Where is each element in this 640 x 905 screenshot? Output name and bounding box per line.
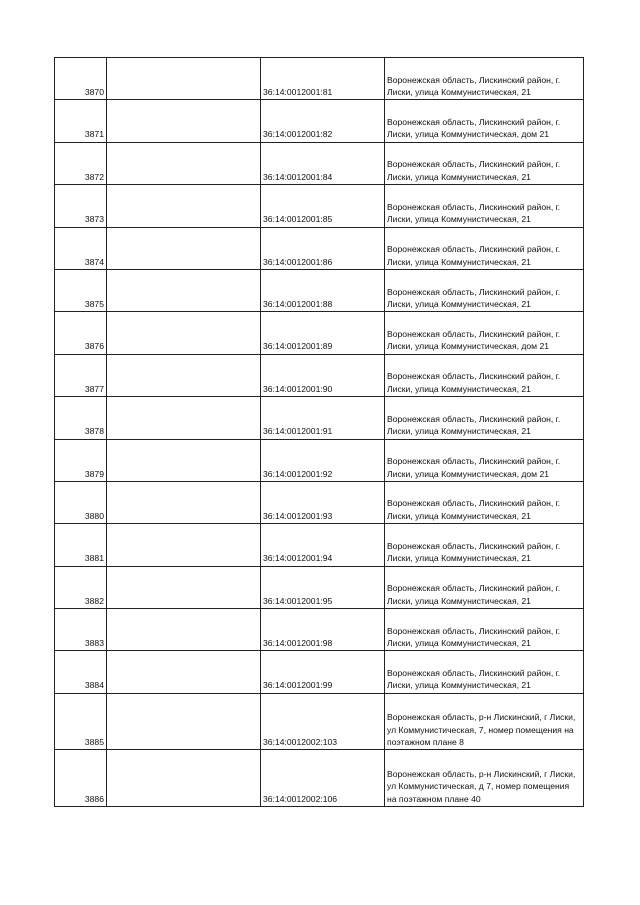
table-row (55, 185, 584, 227)
cadastral-number: 36:14:0012001:99 (261, 651, 385, 693)
table-row (55, 312, 584, 354)
empty-cell (107, 142, 261, 184)
empty-cell (107, 227, 261, 269)
row-number: 3876 (55, 312, 107, 354)
address: Воронежская область, Лискинский район, г. Лиски, улица Коммунистическая, 21 (385, 609, 584, 651)
table-row (55, 439, 584, 481)
row-number: 3875 (55, 269, 107, 311)
table-row (55, 750, 584, 807)
table-row (55, 397, 584, 439)
cadastral-number: 36:14:0012001:95 (261, 566, 385, 608)
empty-cell (107, 651, 261, 693)
cadastral-number: 36:14:0012001:84 (261, 142, 385, 184)
table-row (55, 142, 584, 184)
empty-cell (107, 439, 261, 481)
table-row (55, 58, 584, 100)
cadastral-number: 36:14:0012002:106 (261, 750, 385, 807)
table-row (55, 100, 584, 142)
cadastral-number: 36:14:0012001:89 (261, 312, 385, 354)
address: Воронежская область, Лискинский район, г. Лиски, улица Коммунистическая, 21 (385, 269, 584, 311)
empty-cell (107, 269, 261, 311)
table-row (55, 269, 584, 311)
row-number: 3873 (55, 185, 107, 227)
cadastral-number: 36:14:0012001:91 (261, 397, 385, 439)
table-row (55, 227, 584, 269)
address: Воронежская область, Лискинский район, г. Лиски, улица Коммунистическая, 21 (385, 354, 584, 396)
row-number: 3871 (55, 100, 107, 142)
table-row (55, 524, 584, 566)
row-number: 3877 (55, 354, 107, 396)
empty-cell (107, 354, 261, 396)
address: Воронежская область, Лискинский район, г. Лиски, улица Коммунистическая, 21 (385, 58, 584, 100)
empty-cell (107, 100, 261, 142)
cadastral-number: 36:14:0012001:88 (261, 269, 385, 311)
address: Воронежская область, р-н Лискинский, г Лиски, ул Коммунистическая, д 7, номер помещения на поэтажном плане 40 (385, 750, 584, 807)
registry-table (54, 57, 584, 807)
empty-cell (107, 185, 261, 227)
row-number: 3872 (55, 142, 107, 184)
row-number: 3874 (55, 227, 107, 269)
address: Воронежская область, Лискинский район, г. Лиски, улица Коммунистическая, дом 21 (385, 100, 584, 142)
table-row (55, 481, 584, 523)
row-number: 3870 (55, 58, 107, 100)
cadastral-number: 36:14:0012002:103 (261, 693, 385, 750)
address: Воронежская область, Лискинский район, г. Лиски, улица Коммунистическая, 21 (385, 185, 584, 227)
cadastral-number: 36:14:0012001:82 (261, 100, 385, 142)
cadastral-number: 36:14:0012001:86 (261, 227, 385, 269)
address: Воронежская область, Лискинский район, г. Лиски, улица Коммунистическая, 21 (385, 142, 584, 184)
address: Воронежская область, Лискинский район, г. Лиски, улица Коммунистическая, дом 21 (385, 312, 584, 354)
row-number: 3884 (55, 651, 107, 693)
row-number: 3885 (55, 693, 107, 750)
empty-cell (107, 397, 261, 439)
row-number: 3886 (55, 750, 107, 807)
table-row (55, 354, 584, 396)
empty-cell (107, 481, 261, 523)
cadastral-number: 36:14:0012001:90 (261, 354, 385, 396)
empty-cell (107, 609, 261, 651)
cadastral-number: 36:14:0012001:98 (261, 609, 385, 651)
empty-cell (107, 693, 261, 750)
address: Воронежская область, р-н Лискинский, г Лиски, ул Коммунистическая, 7, номер помещения на поэтажном плане 8 (385, 693, 584, 750)
address: Воронежская область, Лискинский район, г. Лиски, улица Коммунистическая, 21 (385, 651, 584, 693)
address: Воронежская область, Лискинский район, г. Лиски, улица Коммунистическая, 21 (385, 227, 584, 269)
cadastral-number: 36:14:0012001:81 (261, 58, 385, 100)
row-number: 3879 (55, 439, 107, 481)
row-number: 3880 (55, 481, 107, 523)
empty-cell (107, 312, 261, 354)
table-row (55, 693, 584, 750)
empty-cell (107, 524, 261, 566)
cadastral-number: 36:14:0012001:94 (261, 524, 385, 566)
row-number: 3881 (55, 524, 107, 566)
cadastral-number: 36:14:0012001:93 (261, 481, 385, 523)
cadastral-number: 36:14:0012001:92 (261, 439, 385, 481)
row-number: 3883 (55, 609, 107, 651)
address: Воронежская область, Лискинский район, г. Лиски, улица Коммунистическая, 21 (385, 566, 584, 608)
table-row (55, 651, 584, 693)
row-number: 3882 (55, 566, 107, 608)
empty-cell (107, 750, 261, 807)
address: Воронежская область, Лискинский район, г. Лиски, улица Коммунистическая, дом 21 (385, 439, 584, 481)
table-row (55, 566, 584, 608)
row-number: 3878 (55, 397, 107, 439)
empty-cell (107, 58, 261, 100)
address: Воронежская область, Лискинский район, г. Лиски, улица Коммунистическая, 21 (385, 397, 584, 439)
address: Воронежская область, Лискинский район, г. Лиски, улица Коммунистическая, 21 (385, 524, 584, 566)
cadastral-number: 36:14:0012001:85 (261, 185, 385, 227)
empty-cell (107, 566, 261, 608)
table-row (55, 609, 584, 651)
address: Воронежская область, Лискинский район, г. Лиски, улица Коммунистическая, 21 (385, 481, 584, 523)
